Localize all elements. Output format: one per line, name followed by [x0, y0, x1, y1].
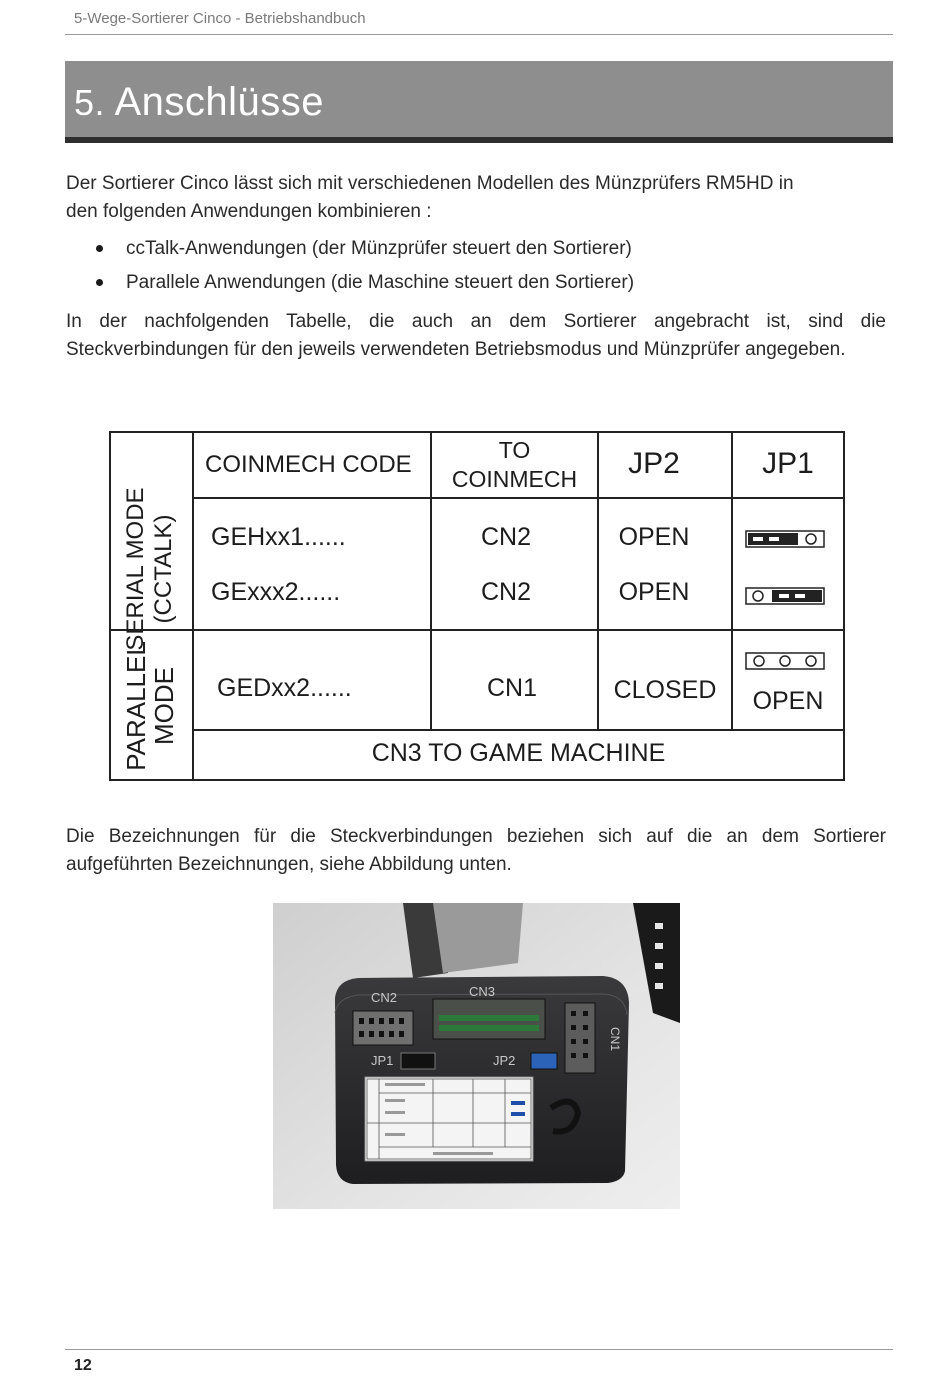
row-jp2: OPEN [618, 523, 690, 551]
row-to: CN1 [486, 674, 537, 702]
chapter-title-text: Anschlüsse [114, 80, 324, 124]
row-code: GEHxx1...... [211, 523, 346, 551]
table-header-jp1: JP1 [762, 447, 814, 480]
photo-label-jp1: JP1 [371, 1053, 394, 1068]
photo-label-cn2: CN2 [371, 990, 398, 1005]
running-header: 5-Wege-Sortierer Cinco - Betriebshandbuch [74, 10, 366, 27]
serial-mode-label [122, 486, 182, 652]
list-item [66, 270, 634, 304]
table-header-coinmech: COINMECH [451, 466, 578, 492]
list-item-text: Parallele Anwendungen (die Maschine steuert den Sortierer) [126, 272, 635, 293]
row-code: GExxx2...... [211, 578, 341, 606]
serial-mode-label-line1: SERIAL MODE [122, 487, 149, 651]
list-item [66, 236, 634, 270]
sorter-photo [273, 903, 680, 1209]
photo-label-cn1: CN1 [608, 1027, 622, 1052]
bullet-icon [96, 279, 103, 286]
parallel-mode-label [122, 635, 182, 777]
jumper-closed-right-icon [745, 586, 827, 606]
parallel-mode-label-line2: MODE [149, 667, 179, 745]
intro-line-2: den folgenden Anwendungen kombinieren : [66, 201, 432, 222]
connection-table [109, 431, 845, 781]
intro-line-1: Der Sortierer Cinco lässt sich mit verschiedenen Modellen des Münzprüfers RM5HD in [66, 173, 794, 194]
serial-mode-label-line2: (CCTALK) [150, 514, 177, 624]
jumper-closed-left-icon [745, 529, 827, 549]
bullet-icon [96, 245, 103, 252]
list-item-text: ccTalk-Anwendungen (der Münzprüfer steuert den Sortierer) [126, 238, 632, 259]
photo-label-jp2: JP2 [493, 1053, 516, 1068]
jumper-open-icon [745, 651, 827, 671]
table-header-jp2: JP2 [628, 447, 680, 480]
application-list [66, 236, 634, 304]
photo-label-cn3: CN3 [469, 984, 496, 999]
table-intro-paragraph: In der nachfolgenden Tabelle, die auch an dem Sortierer angebracht ist, sind die Steckverbindungen für den jeweils verwendeten Betriebsmodus und Münzprüfer angegeben. [66, 311, 886, 360]
row-code: GEDxx2...... [217, 674, 352, 702]
row-to: CN2 [480, 578, 531, 606]
table-header-to: TO [498, 437, 531, 463]
row-jp2: OPEN [618, 578, 690, 606]
table-footer: CN3 TO GAME MACHINE [371, 739, 666, 767]
page-number: 12 [74, 1357, 92, 1374]
row-jp2: CLOSED [613, 676, 717, 704]
chapter-number: 5. [74, 82, 106, 123]
row-jp1: OPEN [752, 687, 824, 715]
photo-caption: Die Bezeichnungen für die Steckverbindungen beziehen sich auf die an dem Sortierer aufgeführten Bezeichnungen, siehe Abbildung unten. [66, 826, 886, 875]
header-rule [65, 34, 893, 35]
chapter-title [74, 80, 324, 125]
parallel-mode-label-line1: PARALLEL [121, 641, 151, 771]
footer-rule [65, 1349, 893, 1350]
table-header-coinmech-code: COINMECH CODE [205, 451, 412, 478]
row-to: CN2 [480, 523, 531, 551]
chapter-banner-underline [65, 137, 893, 143]
